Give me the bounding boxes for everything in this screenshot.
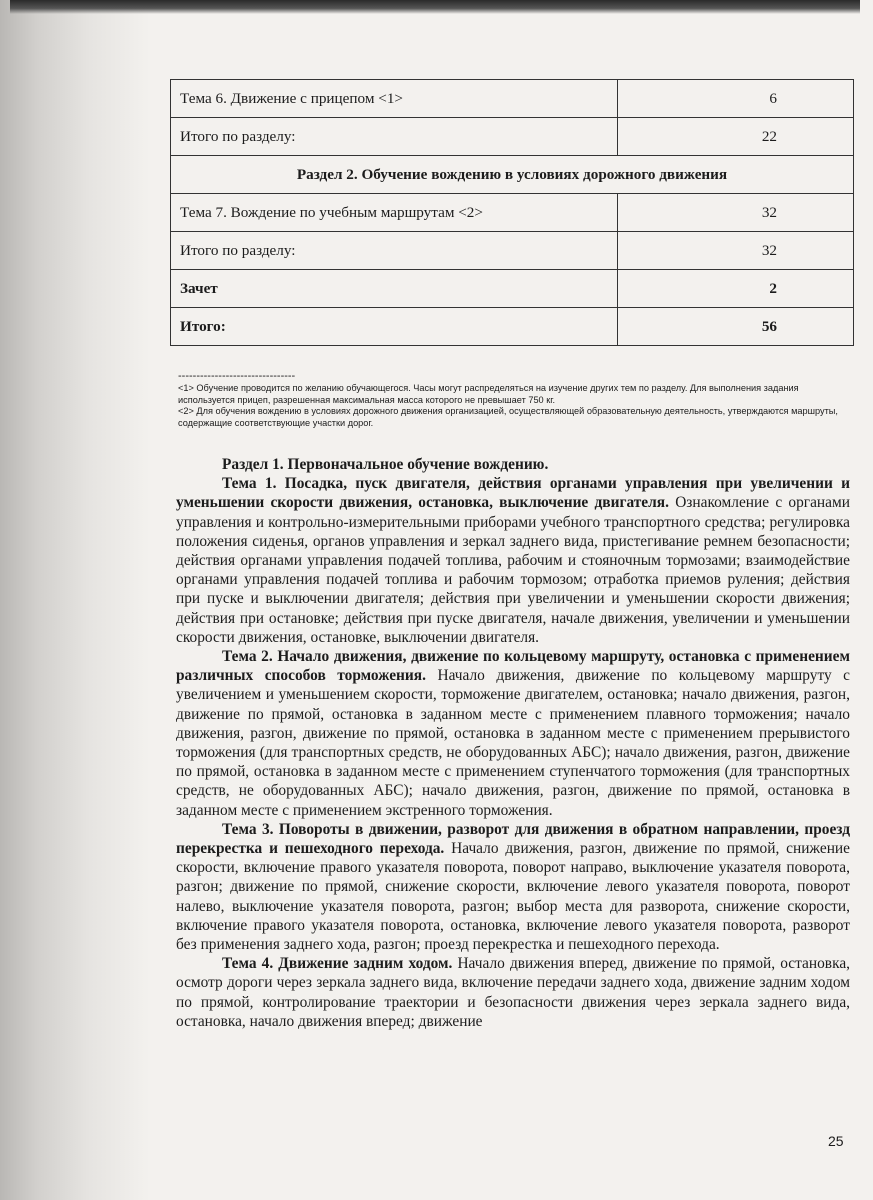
topic-paragraph [176, 954, 850, 1031]
topic-text: Начало движения вперед, движение по прямой, остановка, осмотр дороги через зеркала заднего вида, включение передачи заднего хода, движение задним ходом по прямой, контролирование траектории и безопасности движения через зеркала заднего вида, остановка, начало движения вперед; движение [176, 955, 850, 1030]
footnote-2: <2> Для обучения вождению в условиях дорожного движения организацией, осуществляющей образовательную деятельность, утверждаются маршруты, содержащие соответствующие участки дорог. [178, 406, 838, 428]
page-number: 25 [828, 1133, 844, 1149]
topic-title: Тема 4. Движение задним ходом. [222, 955, 453, 973]
topic-paragraph [176, 820, 850, 954]
footnote-1: <1> Обучение проводится по желанию обучающегося. Часы могут распределяться на изучение других тем по разделу. Для выполнения задания используется прицеп, разрешенная максимальная масса которого не превышает 750 кг. [178, 383, 799, 405]
hours-cell: 22 [618, 118, 854, 156]
section-header-cell: Раздел 2. Обучение вождению в условиях дорожного движения [171, 156, 854, 194]
topic-text: Ознакомление с органами управления и контрольно-измерительными приборами учебного транспортного средства; регулировка положения сиденья, органов управления и зеркал заднего вида, пристегивание ремнем безопасности; действия органами управления подачей топлива, рабочим и стояночным тормозами; взаимодействие органами управления подачей топлива и рабочим тормозом; отработка приемов руления; действия при пуске и выключении двигателя; действия при увеличении и уменьшении скорости движения; действия при остановке; действия при пуске двигателя, начале движения, увеличении и уменьшении скорости движения, остановке, выключении двигателя. [176, 494, 850, 646]
topic-title: Тема 3. Повороты в движении, разворот для движения в обратном направлении, проезд перекрестка и пешеходного перехода. [176, 820, 850, 858]
table-row [171, 270, 854, 308]
total-label-cell: Итого: [171, 308, 618, 346]
footnote-separator: -------------------------------- [178, 370, 296, 382]
credit-label-cell: Зачет [171, 270, 618, 308]
hours-table [170, 79, 854, 346]
table-row [171, 308, 854, 346]
body-text [176, 455, 850, 1031]
topic-text: Начало движения, разгон, движение по прямой, снижение скорости, включение правого указателя поворота, поворот направо, выключение указателя поворота, разгон; движение по прямой, снижение скорости, включение левого указателя поворота, поворот налево, выключение указателя поворота, разгон; выбор места для разворота, снижение скорости, включение правого указателя поворота, остановка, включение левого указателя поворота, разворот без применения заднего хода, разгон; проезд перекрестка и пешеходного перехода. [176, 840, 850, 954]
topic-cell: Тема 7. Вождение по учебным маршрутам <2> [171, 194, 618, 232]
table-row [171, 118, 854, 156]
section-heading: Раздел 1. Первоначальное обучение вождению. [222, 456, 549, 473]
subtotal-label-cell: Итого по разделу: [171, 118, 618, 156]
topic-title: Тема 1. Посадка, пуск двигателя, действия органами управления при увеличении и уменьшении скорости движения, остановка, выключение двигателя. [176, 475, 850, 512]
footnotes [178, 383, 848, 429]
table-row [171, 232, 854, 270]
hours-cell: 56 [618, 308, 854, 346]
topic-paragraph [176, 647, 850, 820]
table-row [171, 80, 854, 118]
table-row [171, 194, 854, 232]
hours-cell: 32 [618, 194, 854, 232]
hours-cell: 6 [618, 80, 854, 118]
hours-cell: 32 [618, 232, 854, 270]
hours-cell: 2 [618, 270, 854, 308]
subtotal-label-cell: Итого по разделу: [171, 232, 618, 270]
table-row [171, 156, 854, 194]
topic-cell: Тема 6. Движение с прицепом <1> [171, 80, 618, 118]
topic-title: Тема 2. Начало движения, движение по кольцевому маршруту, остановка с применением различных способов торможения. [176, 648, 850, 685]
topic-paragraph [176, 474, 850, 647]
topic-text: Начало движения, движение по кольцевому маршруту с увеличением и уменьшением скорости, торможение двигателем, остановка; начало движения, разгон, движение по прямой, остановка в заданном месте с применением плавного торможения; начало движения, разгон, движение по прямой, остановка в заданном месте с применением прерывистого торможения (для транспортных средств, не оборудованных АБС); начало движения, разгон, движение по прямой, остановка в заданном месте с применением ступенчатого торможения (для транспортных средств, не оборудованных АБС); начало движения, разгон, движение по прямой, остановка в заданном месте с применением экстренного торможения. [176, 667, 851, 819]
